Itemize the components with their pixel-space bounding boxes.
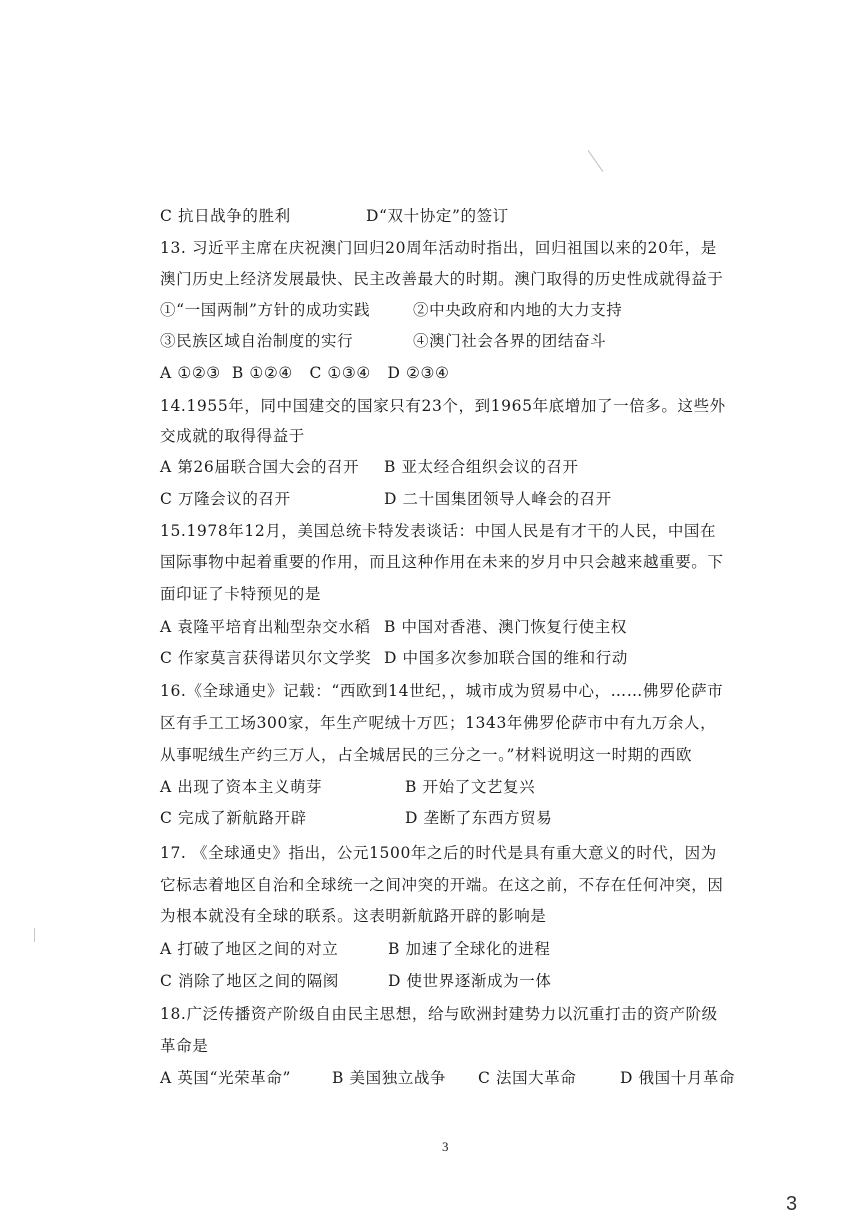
page-number: 3	[442, 1139, 449, 1154]
q18-option-a: A 英国“光荣革命”	[160, 1069, 291, 1087]
q16-option-a: A 出现了资本主义萌芽	[160, 778, 323, 796]
q13-statement-4: ④澳门社会各界的团结奋斗	[413, 332, 607, 350]
q15-option-d: D 中国多次参加联合国的维和行动	[384, 649, 628, 667]
q14-option-d: D 二十国集团领导人峰会的召开	[384, 490, 612, 508]
q13-answer-options: A ①②③ B ①②④ C ①③④ D ②③④	[160, 364, 450, 382]
q15-stem-line-2: 国际事物中起着重要的作用，而且这种作用在未来的岁月中只会越来越重要。下	[160, 553, 724, 571]
q17-option-a: A 打破了地区之间的对立	[160, 940, 339, 958]
scan-artifact-mark	[34, 928, 35, 942]
q13-stem-line-1: 13. 习近平主席在庆祝澳门回归20周年活动时指出，回归祖国以来的20年，是	[160, 239, 717, 257]
q16-option-c: C 完成了新航路开辟	[160, 809, 307, 827]
q18-option-b: B 美国独立战争	[332, 1069, 447, 1087]
q13-statement-1: ①“一国两制”方针的成功实践	[160, 301, 371, 319]
q17-option-c: C 消除了地区之间的隔阂	[160, 972, 339, 990]
scan-page-number: 3	[786, 1193, 798, 1215]
q18-option-d: D 俄国十月革命	[620, 1069, 736, 1087]
q16-option-b: B 开始了文艺复兴	[405, 778, 536, 796]
q18-option-c: C 法国大革命	[478, 1069, 577, 1087]
q15-option-c: C 作家莫言获得诺贝尔文学奖	[160, 649, 372, 667]
q13-stem-line-2: 澳门历史上经济发展最快、民主改善最大的时期。澳门取得的历史性成就得益于	[160, 270, 724, 288]
q15-option-a: A 袁隆平培育出籼型杂交水稻	[160, 618, 371, 636]
q13-statement-3: ③民族区域自治制度的实行	[160, 332, 354, 350]
q18-stem-line-2: 革命是	[160, 1037, 209, 1055]
q14-option-c: C 万隆会议的召开	[160, 490, 291, 508]
q14-option-b: B 亚太经合组织会议的召开	[384, 458, 579, 476]
q12-option-d: D“双十协定”的签订	[366, 207, 509, 225]
q18-stem-line-1: 18.广泛传播资产阶级自由民主思想，给与欧洲封建势力以沉重打击的资产阶级	[160, 1005, 718, 1023]
q17-stem-line-2: 它标志着地区自治和全球统一之间冲突的开端。在这之前，不存在任何冲突，因	[160, 876, 724, 894]
q12-option-c: C 抗日战争的胜利	[160, 207, 291, 225]
q14-option-a: A 第26届联合国大会的召开	[160, 458, 360, 476]
q15-stem-line-3: 面印证了卡特预见的是	[160, 585, 322, 603]
q16-stem-line-3: 从事呢绒生产约三万人，占全城居民的三分之一。”材料说明这一时期的西欧	[160, 746, 693, 764]
q16-stem-line-2: 区有手工工场300家，年生产呢绒十万匹；1343年佛罗伦萨市中有九万余人，	[160, 714, 717, 732]
q17-option-d: D 使世界逐渐成为一体	[388, 972, 552, 990]
q14-stem-line-2: 交成就的取得得益于	[160, 427, 305, 445]
q13-statement-2: ②中央政府和内地的大力支持	[413, 301, 623, 319]
q15-stem-line-1: 15.1978年12月，美国总统卡特发表谈话：中国人民是有才干的人民，中国在	[160, 522, 717, 540]
scan-artifact-mark	[588, 150, 604, 172]
q17-option-b: B 加速了全球化的进程	[388, 940, 551, 958]
q14-stem-line-1: 14.1955年，同中国建交的国家只有23个，到1965年底增加了一倍多。这些外	[160, 397, 726, 415]
q16-option-d: D 垄断了东西方贸易	[405, 809, 553, 827]
q17-stem-line-1: 17. 《全球通史》指出，公元1500年之后的时代是具有重大意义的时代，因为	[160, 844, 717, 862]
q15-option-b: B 中国对香港、澳门恢复行使主权	[384, 618, 627, 636]
q16-stem-line-1: 16.《全球通史》记载：“西欧到14世纪，，城市成为贸易中心，……佛罗伦萨市	[160, 682, 724, 700]
q17-stem-line-3: 为根本就没有全球的联系。这表明新航路开辟的影响是	[160, 907, 547, 925]
